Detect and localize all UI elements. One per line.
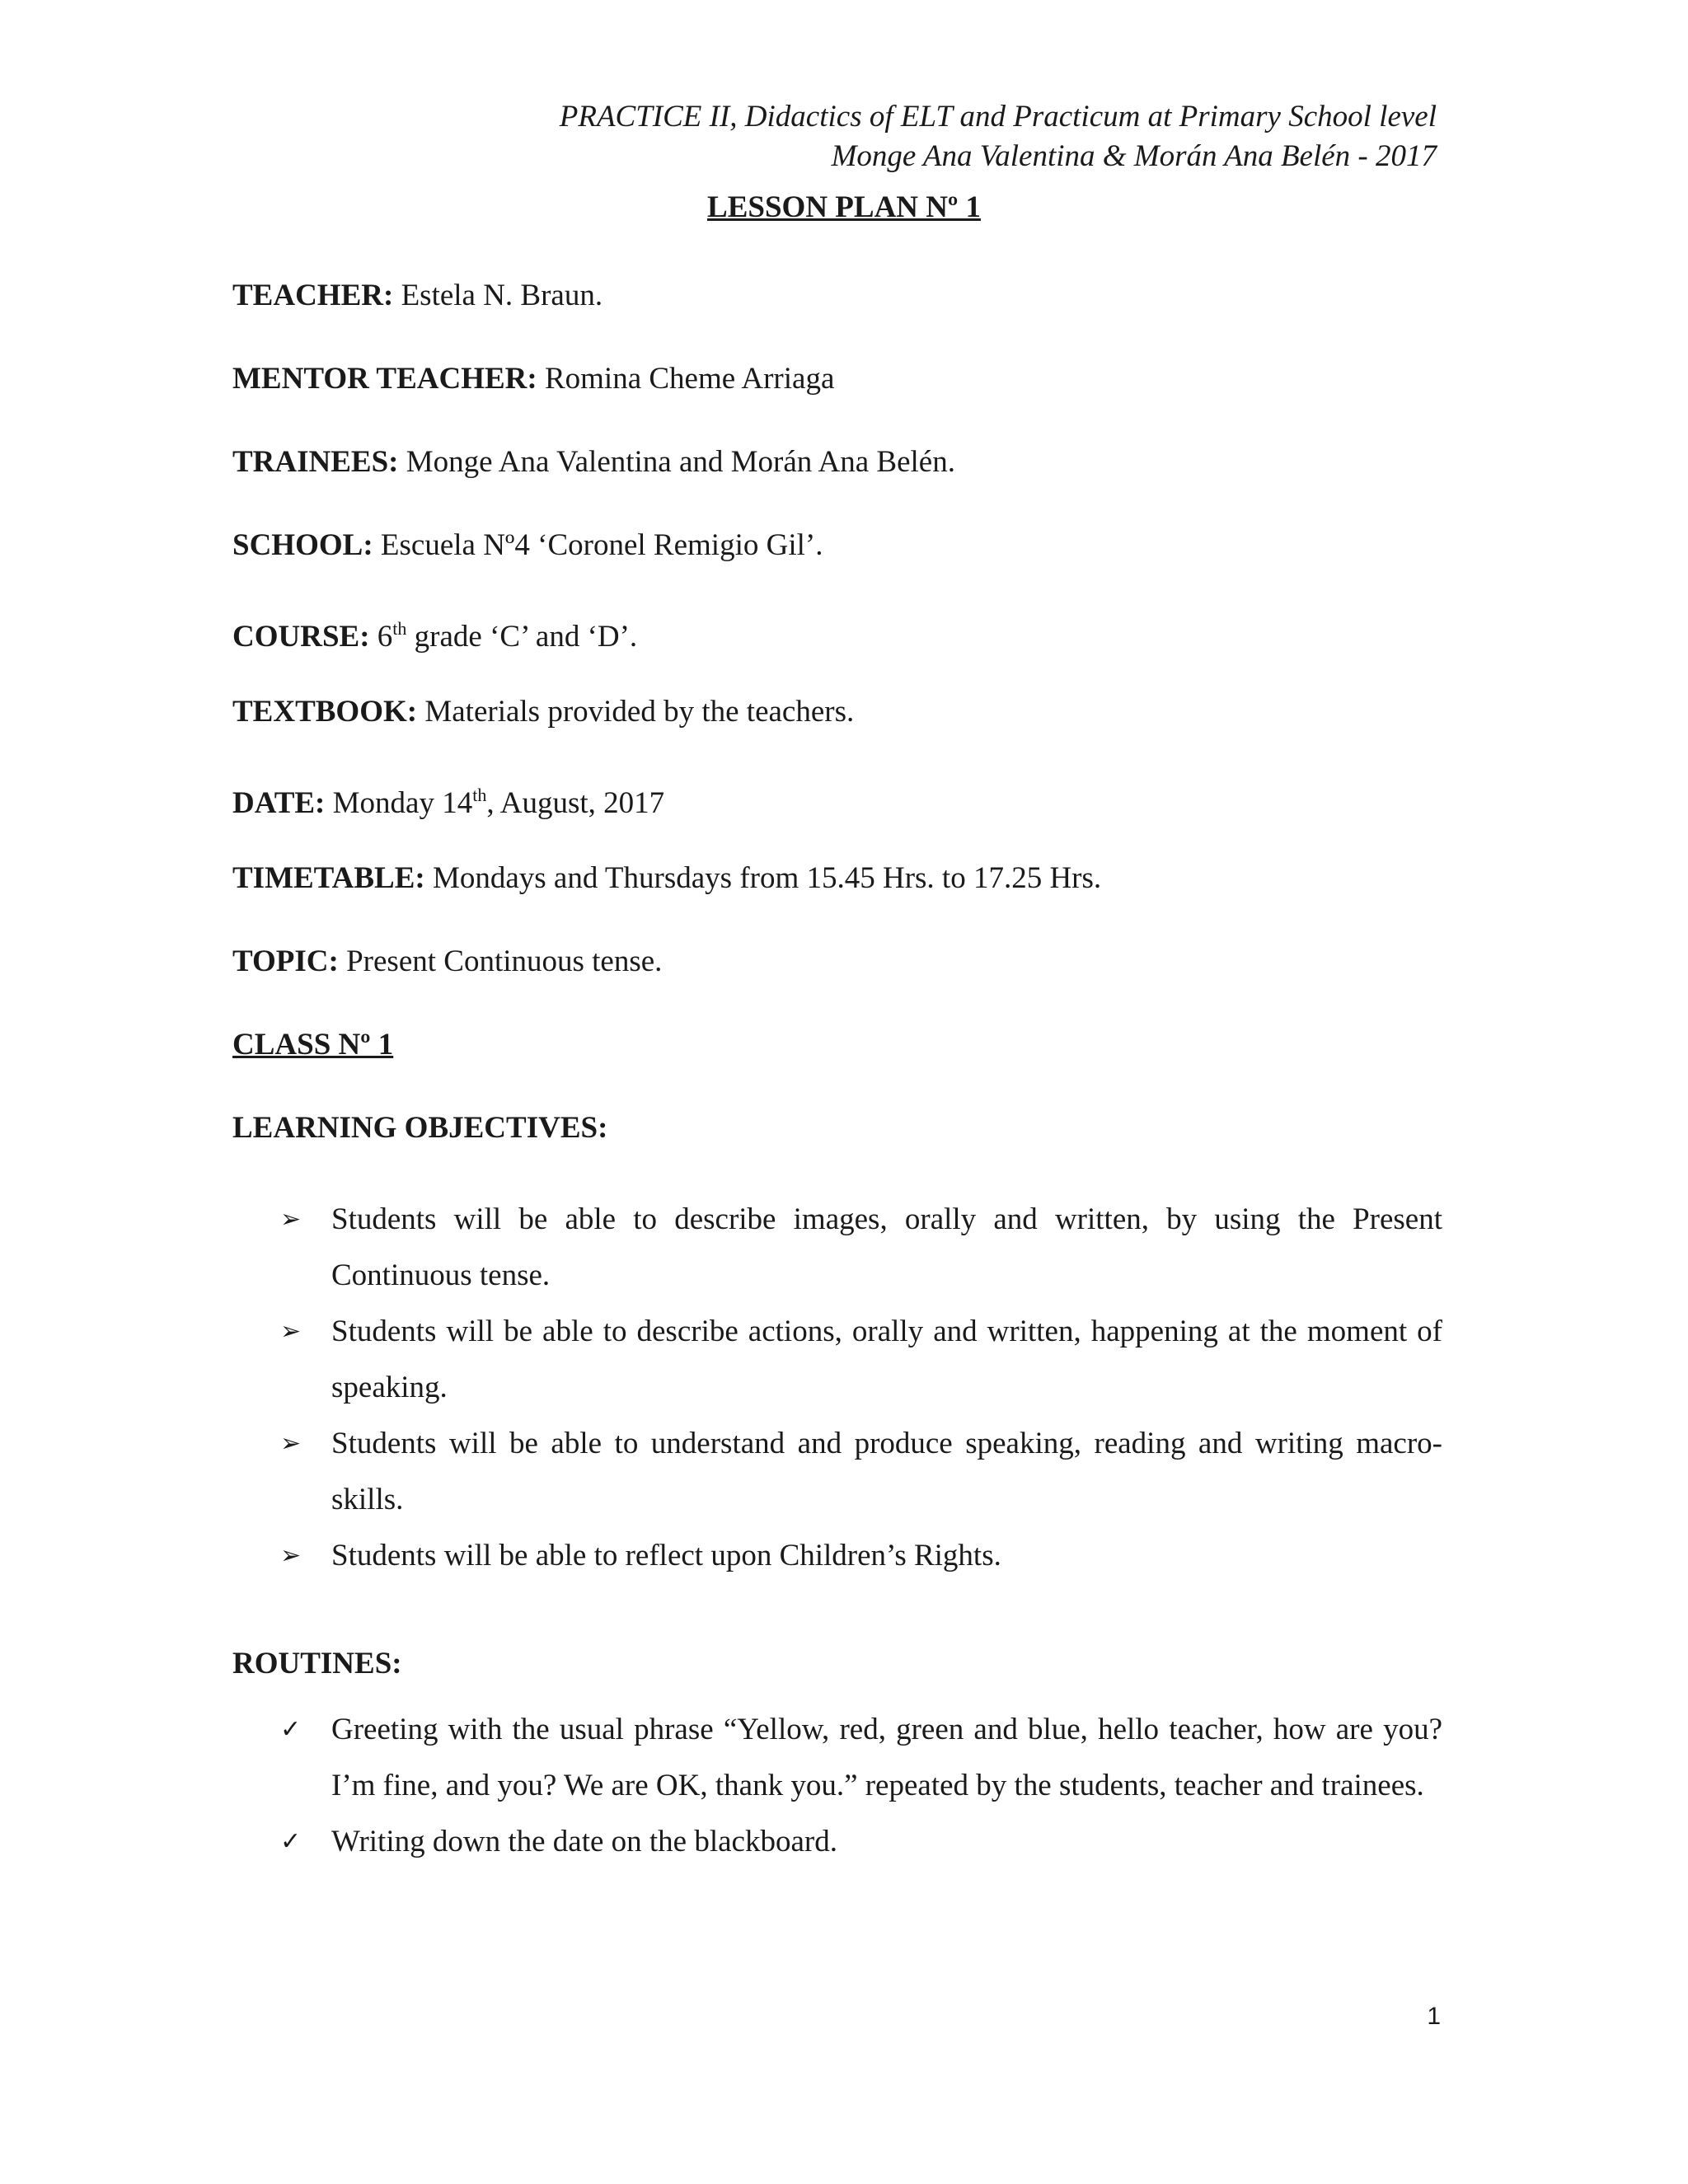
list-item xyxy=(280,1814,1442,1870)
routines-title: ROUTINES: xyxy=(232,1647,402,1680)
course-value-rest: grade ‘C’ and ‘D’. xyxy=(406,620,638,654)
header-authors-line: Monge Ana Valentina & Morán Ana Belén - 2017 xyxy=(831,139,1437,173)
timetable-field xyxy=(232,859,1101,898)
timetable-label: TIMETABLE: xyxy=(232,861,425,895)
course-label: COURSE: xyxy=(232,620,370,654)
routine-text: Writing down the date on the blackboard. xyxy=(331,1825,837,1858)
timetable-value: Mondays and Thursdays from 15.45 Hrs. to 17.25 Hrs. xyxy=(432,861,1102,895)
lesson-plan-title: LESSON PLAN Nº 1 xyxy=(707,190,981,224)
course-value-ordinal: th xyxy=(392,618,407,639)
routine-text: Greeting with the usual phrase “Yellow, red, green and blue, hello teacher, how are you? I’m fine, and you? We are OK, thank you.” repeated by the students, teacher and trainees. xyxy=(331,1713,1442,1802)
trainees-label: TRAINEES: xyxy=(232,445,399,479)
teacher-label: TEACHER: xyxy=(232,279,394,312)
list-item xyxy=(280,1192,1442,1304)
arrow-bullet-icon: ➢ xyxy=(280,1205,302,1234)
textbook-label: TEXTBOOK: xyxy=(232,695,418,729)
mentor-teacher-field xyxy=(232,359,834,399)
course-value-number: 6 xyxy=(377,620,393,654)
school-value: Escuela Nº4 ‘Coronel Remigio Gil’. xyxy=(380,528,823,562)
date-field xyxy=(232,776,664,823)
checkmark-bullet-icon: ✓ xyxy=(280,1827,302,1856)
checkmark-bullet-icon: ✓ xyxy=(280,1715,302,1744)
objective-text: Students will be able to reflect upon Children’s Rights. xyxy=(331,1539,1001,1572)
objective-text: Students will be able to understand and produce speaking, reading and writing macro-skills. xyxy=(331,1427,1442,1516)
trainees-value: Monge Ana Valentina and Morán Ana Belén. xyxy=(406,445,955,479)
date-label: DATE: xyxy=(232,786,326,820)
school-label: SCHOOL: xyxy=(232,528,373,562)
trainees-field xyxy=(232,443,955,482)
date-value-day: Monday 14 xyxy=(332,786,473,820)
objective-text: Students will be able to describe images, orally and written, by using the Present Continuous tense. xyxy=(331,1202,1442,1292)
learning-objectives-list xyxy=(280,1192,1442,1584)
textbook-field xyxy=(232,692,854,732)
list-item xyxy=(280,1416,1442,1528)
date-value-ordinal: th xyxy=(472,785,487,805)
arrow-bullet-icon: ➢ xyxy=(280,1541,302,1570)
class-title: CLASS Nº 1 xyxy=(232,1028,394,1062)
list-item xyxy=(280,1528,1442,1584)
teacher-field xyxy=(232,276,603,316)
date-value-rest: , August, 2017 xyxy=(486,786,665,820)
course-field xyxy=(232,609,637,657)
list-item xyxy=(280,1304,1442,1416)
objective-text: Students will be able to describe actions, orally and written, happening at the moment of speaking. xyxy=(331,1315,1442,1404)
routines-list xyxy=(280,1702,1442,1870)
learning-objectives-title: LEARNING OBJECTIVES: xyxy=(232,1111,608,1145)
mentor-teacher-label: MENTOR TEACHER: xyxy=(232,362,537,396)
arrow-bullet-icon: ➢ xyxy=(280,1429,302,1458)
mentor-teacher-value: Romina Cheme Arriaga xyxy=(544,362,835,396)
topic-field xyxy=(232,942,662,982)
school-field xyxy=(232,526,823,565)
header-course-line: PRACTICE II, Didactics of ELT and Practicum at Primary School level xyxy=(559,100,1437,134)
arrow-bullet-icon: ➢ xyxy=(280,1317,302,1346)
textbook-value: Materials provided by the teachers. xyxy=(424,695,855,729)
list-item xyxy=(280,1702,1442,1814)
topic-label: TOPIC: xyxy=(232,944,339,978)
page-number: 1 xyxy=(1427,2003,1441,2030)
teacher-value: Estela N. Braun. xyxy=(401,279,603,312)
topic-value: Present Continuous tense. xyxy=(346,944,663,978)
page-header xyxy=(560,97,1437,176)
